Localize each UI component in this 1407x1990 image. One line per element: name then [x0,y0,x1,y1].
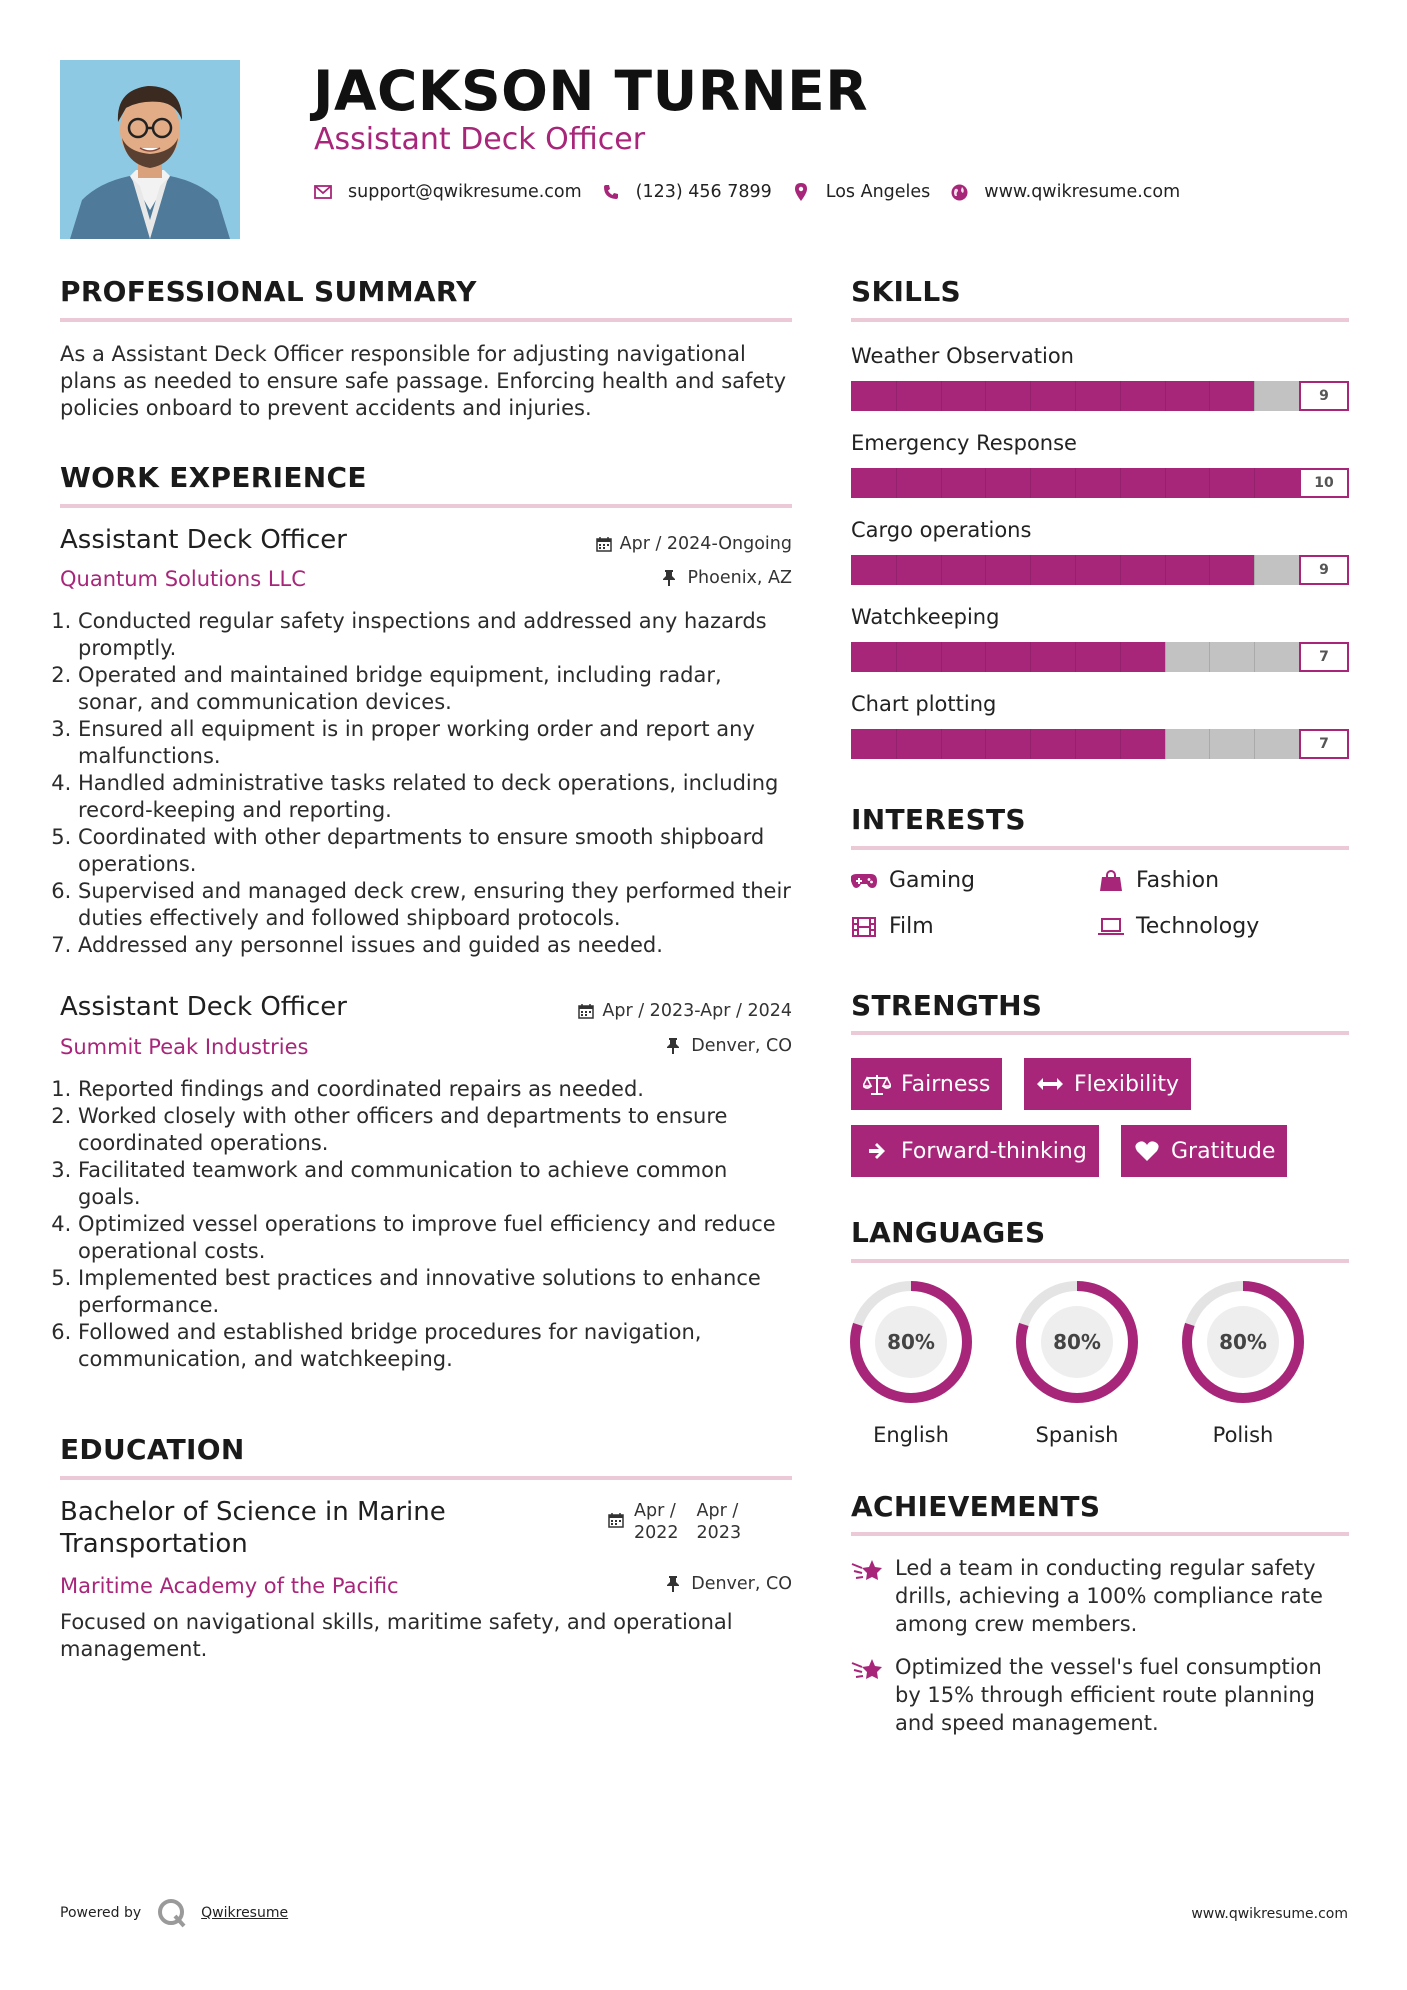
skill-bar-segment [941,555,942,585]
achievements-heading: ACHIEVEMENTS [851,1490,1101,1523]
interests-divider [851,846,1349,850]
skill-bar-track [851,555,1299,585]
skill-bar-segment [1030,729,1031,759]
skill-bar-segment [896,729,897,759]
skill-name: Watchkeeping [851,605,1000,629]
skills-section [851,274,1349,310]
qwikresume-logo-icon [157,1898,187,1928]
duty-item: 1. Reported findings and coordinated repairs as needed. [78,1076,792,1103]
skill-bar-track [851,468,1299,498]
skill-bar-segment [1254,555,1255,585]
gamepad-icon [851,870,877,892]
skill-bar-segment [1165,468,1166,498]
language-ring [849,1280,973,1404]
film-icon [851,916,877,938]
skill-bar-segment [985,555,986,585]
heart-icon [1133,1140,1161,1162]
skill-bar-segment [985,642,986,672]
duty-item: 4. Handled administrative tasks related to deck operations, including record-keeping and reporting. [78,770,792,824]
language-name: Polish [1212,1423,1274,1447]
language-ring [1181,1280,1305,1404]
skill-bar-segment [1165,381,1166,411]
skill-bar-fill [851,381,1254,411]
contact-location [792,182,931,202]
company-name: Quantum Solutions LLC [60,567,306,591]
strength-tag: Fairness [851,1058,1002,1110]
duty-item: 6. Followed and established bridge procedures for navigation, communication, and watchkeeping. [78,1319,792,1373]
envelope-icon [314,183,332,201]
education-section [60,1432,792,1468]
achievement-item [851,1653,1349,1737]
achievement-item [851,1554,1349,1638]
skill-bar-segment [896,468,897,498]
calendar-icon [596,536,612,552]
skills-heading: SKILLS [851,275,961,308]
duty-item: 7. Addressed any personnel issues and guided as needed. [78,932,792,959]
education-description: Focused on navigational skills, maritime safety, and operational management. [60,1610,733,1661]
education-divider [60,1476,792,1480]
duty-item: 2. Worked closely with other officers and departments to ensure coordinated operations. [78,1103,792,1157]
job-location: Denver, CO [500,1036,792,1056]
contact-phone[interactable] [602,182,772,202]
skill-bar-segment [1209,468,1210,498]
summary-section [60,274,792,310]
skill-level: 7 [1299,642,1349,672]
job-location: Phoenix, AZ [500,568,792,588]
skill-bar-segment [1209,555,1210,585]
strengths-section [851,988,1349,1024]
strength-tag: Gratitude [1121,1125,1287,1177]
skill-name: Chart plotting [851,692,997,716]
website-text: www.qwikresume.com [984,182,1181,202]
balance-scale-icon [863,1073,891,1095]
skill-bar-segment [1209,381,1210,411]
skill-bar-segment [941,468,942,498]
languages-divider [851,1259,1349,1263]
skill-bar-segment [1120,555,1121,585]
duty-item: 4. Optimized vessel operations to improve fuel efficiency and reduce operational costs. [78,1211,792,1265]
skill-bar [851,642,1349,672]
skill-bar-segment [896,642,897,672]
languages-section [851,1215,1349,1251]
company-name: Summit Peak Industries [60,1035,309,1059]
footer-website[interactable]: www.qwikresume.com [1191,1906,1348,1922]
calendar-icon [608,1512,624,1528]
contact-bar [314,178,1200,206]
duty-item: 3. Ensured all equipment is in proper working order and report any malfunctions. [78,716,792,770]
skill-bar-segment [1120,381,1121,411]
skill-item [851,429,1349,457]
skill-bar-fill [851,642,1165,672]
strengths-divider [851,1031,1349,1035]
skill-bar-segment [941,642,942,672]
interests-heading: INTERESTS [851,803,1026,836]
skill-bar [851,729,1349,759]
strength-tag: Flexibility [1024,1058,1191,1110]
skill-bar-segment [1030,381,1031,411]
skill-bar-segment [985,381,986,411]
language-percent: 80% [887,1330,935,1354]
footer-branding [60,1898,288,1928]
achievement-text: Led a team in conducting regular safety drills, achieving a 100% compliance rate among crew members. [895,1556,1323,1636]
job-duties [60,1076,792,1373]
qwikresume-link[interactable]: Qwikresume [201,1905,289,1921]
skill-bar-fill [851,729,1165,759]
job-duties [60,608,792,959]
achievements-divider [851,1532,1349,1536]
experience-heading: WORK EXPERIENCE [60,461,367,494]
skill-bar-track [851,642,1299,672]
skill-bar-segment [941,729,942,759]
contact-email[interactable] [314,182,582,202]
shooting-star-icon [851,1655,885,1685]
skill-bar-fill [851,555,1254,585]
skill-level: 10 [1299,468,1349,498]
skill-bar-segment [1165,642,1166,672]
summary-heading: PROFESSIONAL SUMMARY [60,275,477,308]
pushpin-icon [663,570,679,586]
skill-bar-segment [985,729,986,759]
interest-item: Gaming [851,868,975,893]
skill-bar-track [851,729,1299,759]
skill-level: 7 [1299,729,1349,759]
experience-section [60,460,792,496]
job-title: Assistant Deck Officer [60,525,347,555]
skill-bar-segment [1209,642,1210,672]
skill-bar [851,555,1349,585]
skill-level: 9 [1299,381,1349,411]
skill-item [851,690,1349,718]
interests-section [851,802,1349,838]
arrow-right-icon [863,1140,891,1162]
laptop-icon [1098,916,1124,938]
skill-bar-segment [1165,555,1166,585]
skill-bar-segment [1120,468,1121,498]
calendar-icon [578,1003,594,1019]
skill-bar-segment [1030,555,1031,585]
skill-bar-segment [1075,642,1076,672]
skill-bar-segment [896,555,897,585]
skill-bar-segment [1165,729,1166,759]
skill-bar-segment [985,468,986,498]
duty-item: 2. Operated and maintained bridge equipment, including radar, sonar, and communication devices. [78,662,792,716]
education-location: Denver, CO [500,1574,792,1594]
skill-bar [851,381,1349,411]
skills-divider [851,318,1349,322]
candidate-title: Assistant Deck Officer [314,122,646,157]
pushpin-icon [667,1038,683,1054]
language-item [849,1280,973,1448]
pushpin-icon [667,1576,683,1592]
skill-name: Emergency Response [851,431,1077,455]
profile-photo [60,60,240,239]
skill-bar-segment [1254,381,1255,411]
language-ring [1015,1280,1139,1404]
skill-bar-segment [1030,642,1031,672]
strength-tag: Forward-thinking [851,1125,1099,1177]
skill-item [851,342,1349,370]
skill-bar-segment [1254,642,1255,672]
skill-item [851,603,1349,631]
language-item [1015,1280,1139,1448]
job-date: Apr / 2024-Ongoing [500,534,792,554]
duty-item: 1. Conducted regular safety inspections and addressed any hazards promptly. [78,608,792,662]
achievements-section [851,1489,1349,1525]
summary-divider [60,318,792,322]
interest-item: Film [851,914,934,939]
location-text: Los Angeles [825,182,931,202]
shopping-bag-icon [1098,870,1124,892]
candidate-name: JACKSON TURNER [313,59,869,123]
school-name: Maritime Academy of the Pacific [60,1574,399,1598]
duty-item: 3. Facilitated teamwork and communication to achieve common goals. [78,1157,792,1211]
skill-bar-segment [1209,729,1210,759]
skill-name: Weather Observation [851,344,1074,368]
skill-bar-segment [1120,729,1121,759]
powered-by-label: Powered by [60,1905,142,1921]
skill-bar-segment [1075,381,1076,411]
skill-name: Cargo operations [851,518,1032,542]
experience-divider [60,504,792,508]
education-heading: EDUCATION [60,1433,245,1466]
job-date: Apr / 2023-Apr / 2024 [500,1001,792,1021]
achievement-text: Optimized the vessel's fuel consumption by 15% through efficient route planning and speed management. [895,1655,1322,1735]
language-percent: 80% [1053,1330,1101,1354]
skill-level: 9 [1299,555,1349,585]
interest-item: Technology [1098,914,1259,939]
duty-item: 6. Supervised and managed deck crew, ensuring they performed their duties effectively and followed shipboard protocols. [78,878,792,932]
skill-bar-segment [1075,555,1076,585]
duty-item: 5. Implemented best practices and innovative solutions to enhance performance. [78,1265,792,1319]
skill-bar-segment [1254,729,1255,759]
globe-icon [950,183,968,201]
skill-bar-segment [1030,468,1031,498]
arrows-horizontal-icon [1036,1073,1064,1095]
language-percent: 80% [1219,1330,1267,1354]
job-title: Assistant Deck Officer [60,992,347,1022]
skill-bar-segment [941,381,942,411]
education-date: Apr / 2022 Apr / 2023 [608,1500,792,1544]
language-name: Spanish [1035,1423,1119,1447]
email-text: support@qwikresume.com [348,182,582,202]
shooting-star-icon [851,1556,885,1586]
map-pin-icon [792,183,810,201]
skill-bar-segment [896,381,897,411]
interest-item: Fashion [1098,868,1219,893]
degree-title: Bachelor of Science in Marine Transportation [60,1497,446,1559]
skill-bar [851,468,1349,498]
languages-heading: LANGUAGES [851,1216,1046,1249]
language-name: English [873,1423,949,1447]
duty-item: 5. Coordinated with other departments to ensure smooth shipboard operations. [78,824,792,878]
skill-bar-segment [1075,468,1076,498]
summary-text: As a Assistant Deck Officer responsible for adjusting navigational plans as needed to ensure safe passage. Enforcing health and safety policies onboard to prevent accidents and injuries. [60,342,787,420]
phone-icon [602,183,620,201]
skill-item [851,516,1349,544]
skill-bar-segment [1075,729,1076,759]
phone-text: (123) 456 7899 [635,182,772,202]
skill-bar-track [851,381,1299,411]
contact-website[interactable] [950,182,1180,202]
skill-bar-segment [1254,468,1255,498]
strengths-heading: STRENGTHS [851,989,1043,1022]
skill-bar-segment [1120,642,1121,672]
language-item [1181,1280,1305,1448]
